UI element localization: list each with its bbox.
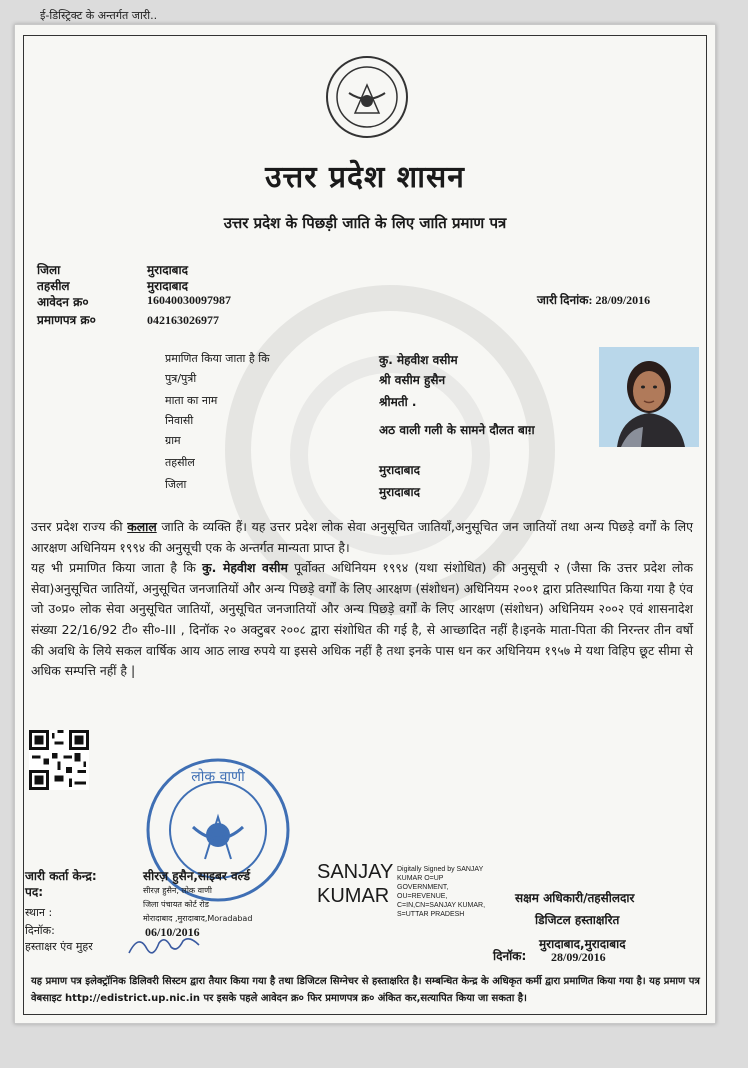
tehsil-detail-label: तहसील xyxy=(165,456,195,469)
district-detail-label: जिला xyxy=(165,478,187,491)
certificate-body xyxy=(31,517,693,682)
application-number-value: 16040030097987 xyxy=(147,293,231,307)
place-value: जिला पंचायत कोर्ट रोड xyxy=(143,900,209,909)
issuing-center-value: सीरज़ हुसैन,साइबर वर्ल्ड xyxy=(143,869,251,883)
officer-place: मुरादाबाद,मुरादाबाद xyxy=(539,937,626,951)
certificate-number-value: 042163026977 xyxy=(147,313,219,327)
applicant-name-inline: कु. मेहवीश वसीम xyxy=(202,560,288,576)
qr-code xyxy=(29,730,89,790)
applicant-photo xyxy=(599,347,699,447)
place-label: स्थान : xyxy=(25,906,53,919)
digital-signer-first-name: SANJAY xyxy=(317,861,394,883)
tehsil-value: मुरादाबाद xyxy=(147,279,189,293)
district-detail-value: मुरादाबाद xyxy=(379,485,421,499)
post-label: पद: xyxy=(25,885,43,899)
district-value: मुरादाबाद xyxy=(147,263,189,277)
officer-date-label: दिनॉक: xyxy=(493,949,527,963)
issuer-date-value: 06/10/2016 xyxy=(145,925,200,939)
father-name: श्री वसीम हुसैन xyxy=(379,373,446,387)
applicant-name: कु. मेहवीश वसीम xyxy=(379,353,458,367)
application-number-label: आवेदन क्र० xyxy=(37,295,89,309)
body-text: पूर्वोक्त अधिनियम १९९४ (यथा संशोधित) की अनुसूची २ (जैसा कि उत्तर प्रदेश लोक सेवा)अनुसूचित जातियों, अनुसूचित जनजातियों और अन्य पिछड़े वर्गों के लिए आरक्षण (संशोधन) अधिनियम २००१ द्वारा प्रतिस्थापित किया गया है एंव जो उ०प्र० लोक सेवा अनुसूचित जातियों, अनुसूचित जनजातियों और अन्य पिछड़े वर्गों के लिए आरक्षण (संशोधन) अधिनियम २००२ एवं शासनादेश संख्या 22/16/92 टी० सी०-III , दिनॉक २० अक्टुबर २००८ द्वारा संशोधित की गई है, से आच्छादित नहीं है।इनके माता-पिता की निरन्तर तीन वर्षो की अवधि के लिये सकल वार्षिक आय आठ लाख रुपये या इससे अधिक नहीं है तथा इनके पास धन कर अधिनियम १९५७ मे यथा विहिप छूट सीमा से अधिक सम्पत्ति नहीं है | xyxy=(31,560,693,679)
footer-note: यह प्रमाण पत्र इलेक्ट्रॉनिक डिलिवरी सिस्टम द्वारा तैयार किया गया है तथा डिजिटल सिग्नेचर से हस्ताक्षरित है। सम्बन्धित केन्द्र के अधिकृत कर्मी द्वारा प्रमाणित किया गया है। यह प्रमाण पत्र वेबसाइट http://edistrict.up.nic.in पर इसके पहले आवेदन क्र० फिर प्रमाणपत्र क्र० अंकित कर,सत्यापित किया जा सकता है। xyxy=(31,976,700,1004)
tehsil-detail-value: मुरादाबाद xyxy=(379,463,421,477)
mother-name: श्रीमती . xyxy=(379,395,417,409)
digital-signer-last-name: KUMAR xyxy=(317,885,390,907)
certify-label: प्रमाणित किया जाता है कि xyxy=(165,352,270,365)
body-paragraph-1 xyxy=(31,517,693,558)
officer-title: सक्षम अधिकारी/तहसीलदार xyxy=(515,891,635,905)
place-value-2: मोरादाबाद ,मुरादाबाद,Moradabad xyxy=(143,914,253,923)
village-label: ग्राम xyxy=(165,434,181,447)
district-label: जिला xyxy=(37,263,61,277)
post-value: सीरज़ हुसैन, लोक वाणी xyxy=(143,886,212,895)
certificate-subtitle: उत्तर प्रदेश के पिछड़ी जाति के लिए जाति प्रमाण पत्र xyxy=(223,214,507,232)
officer-date-value: 28/09/2016 xyxy=(551,950,606,964)
signature-label: हस्ताक्षर एंव मुहर xyxy=(25,940,93,953)
issuing-center-label: जारी कर्ता केन्द्र: xyxy=(25,869,97,883)
top-note: ई-डिस्ट्रिक्ट के अन्तर्गत जारी.. xyxy=(40,9,158,22)
digital-signed-label: डिजिटल हस्ताक्षरित xyxy=(535,913,620,927)
certificate-page xyxy=(14,24,716,1024)
page-title: उत्तर प्रदेश शासन xyxy=(265,160,465,195)
caste-name: कलाल xyxy=(127,519,157,534)
certificate-number-label: प्रमाणपत्र क्र० xyxy=(37,313,96,327)
child-of-label: पुत्र/पुत्री xyxy=(165,372,197,385)
issuer-date-label: दिनॉक: xyxy=(25,924,55,937)
resident-label: निवासी xyxy=(165,414,194,427)
mother-label: माता का नाम xyxy=(165,394,218,407)
resident-address: अठ वाली गली के सामने दौलत बाग़ xyxy=(379,423,535,437)
up-government-emblem xyxy=(325,55,409,139)
body-text: उत्तर प्रदेश राज्य की xyxy=(31,519,128,534)
seal-text: लोक वाणी xyxy=(191,769,245,785)
handwritten-signature xyxy=(125,929,205,959)
tehsil-label: तहसील xyxy=(37,279,70,293)
issue-date: जारी दिनांक: 28/09/2016 xyxy=(537,293,651,307)
body-text: जाति के व्यक्ति हैं। यह उत्तर प्रदेश लोक सेवा अनुसूचित जातियाँ,अनुसूचित जन जातियों तथा अन्य पिछड़े वर्गों के लिए आरक्षण अधिनियम १९९४ की अनुसूची एक के अन्तर्गत मान्यता प्राप्त है। xyxy=(31,519,693,555)
digital-signature-details: Digitally Signed by SANJAY KUMAR O=UP GOVERNMENT, OU=REVENUE, C=IN,CN=SANJAY KUMAR, S=UTTAR PRADESH xyxy=(397,866,486,918)
body-text: यह भी प्रमाणित किया जाता है कि xyxy=(31,560,203,576)
body-paragraph-2 xyxy=(31,558,693,682)
